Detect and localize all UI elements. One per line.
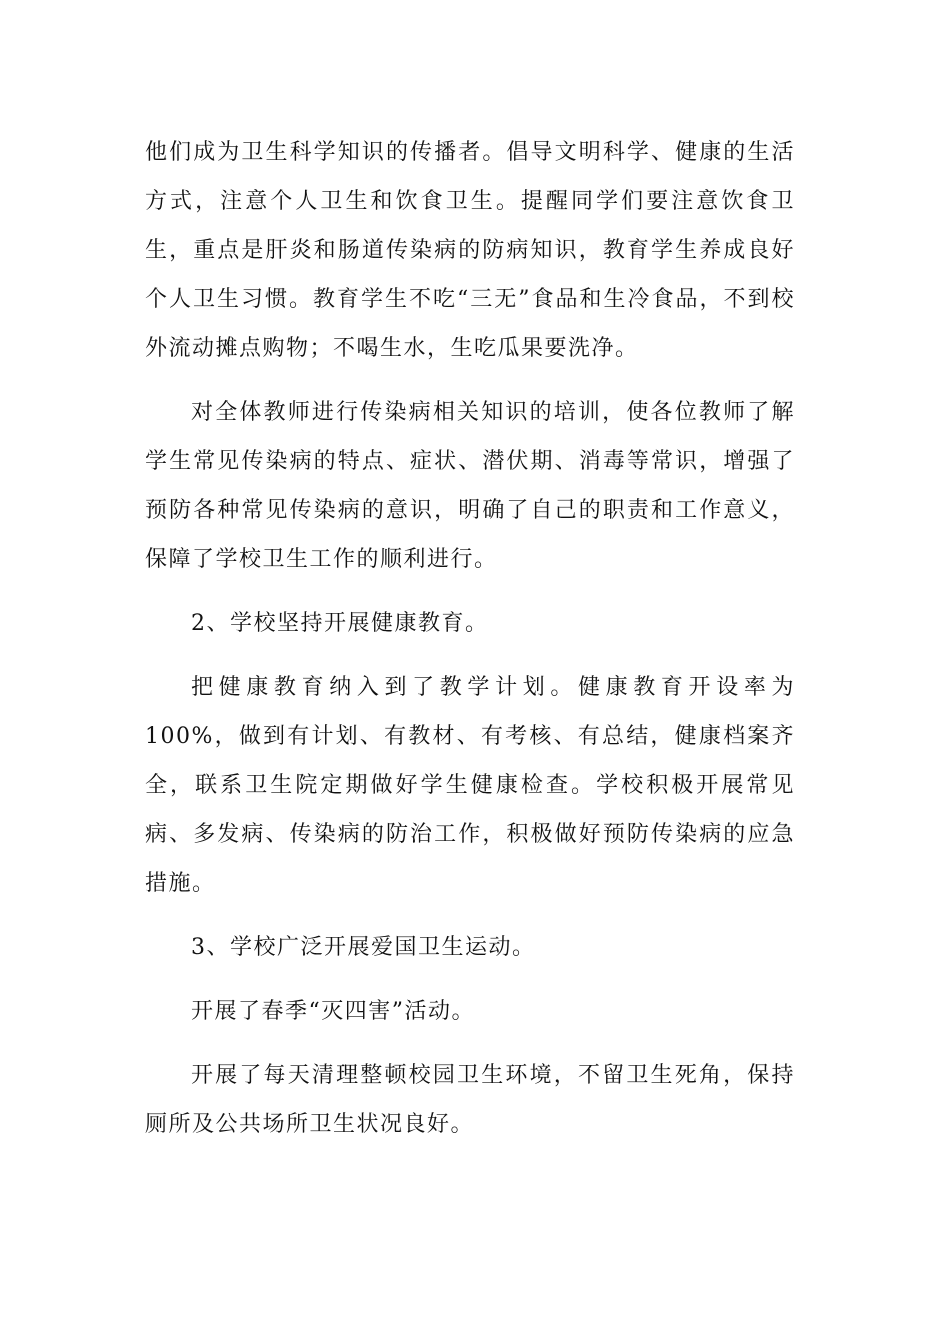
section-heading-patriotic-hygiene: 3、学校广泛开展爱国卫生运动。 <box>191 935 536 960</box>
paragraph-continuation: 他们成为卫生科学知识的传播者。倡导文明科学、健康的生活方式，注意个人卫生和饮食卫生。提醒同学们要注意饮食卫生，重点是肝炎和肠道传染病的防病知识，教育学生养成良好个人卫生习惯。教育学生不吃“三无”食品和生冷食品，不到校外流动摊点购物；不喝生水，生吃瓜果要洗净。 <box>145 140 795 361</box>
paragraph-health-education: 把健康教育纳入到了教学计划。健康教育开设率为100%，做到有计划、有教材、有考核、有总结，健康档案齐全，联系卫生院定期做好学生健康检查。学校积极开展常见病、多发病、传染病的防治工作，积极做好预防传染病的应急措施。 <box>145 675 795 896</box>
paragraph-teacher-training: 对全体教师进行传染病相关知识的培训，使各位教师了解学生常见传染病的特点、症状、潜伏期、消毒等常识，增强了预防各种常见传染病的意识，明确了自己的职责和工作意义，保障了学校卫生工作的顺利进行。 <box>145 400 795 572</box>
paragraph-spring-campaign: 开展了春季“灭四害”活动。 <box>191 999 475 1024</box>
paragraph-campus-cleaning: 开展了每天清理整顿校园卫生环境，不留卫生死角，保持厕所及公共场所卫生状况良好。 <box>145 1063 795 1137</box>
section-heading-health-education: 2、学校坚持开展健康教育。 <box>191 611 489 636</box>
document-body <box>145 128 795 1164</box>
